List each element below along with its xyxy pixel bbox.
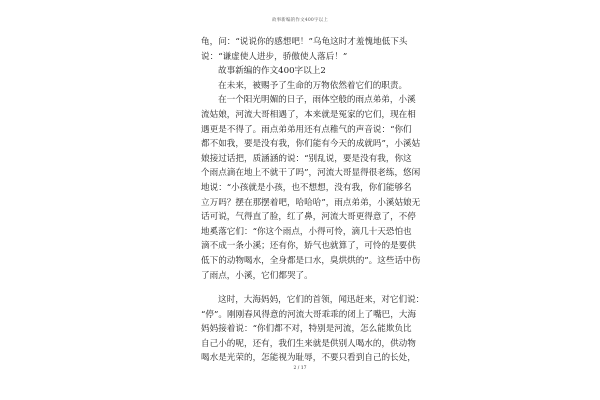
text-line: 遇更是不得了。雨点弟弟用还有点稚气的声音说：“你们 <box>201 124 412 135</box>
text-line: 地奚落它们：“你这个雨点，小得可怜，滴几十天恐怕也 <box>201 226 412 237</box>
text-line: 都不如我，要是没有我，你们能有今天的成就吗”，小溪姑 <box>201 139 421 150</box>
text-line: 地说：“小孩就是小孩，也不想想，没有我，你们能够名 <box>201 182 412 193</box>
text-line: 了雨点，小溪，它们都哭了。 <box>201 270 313 281</box>
text-line: 话可说，气得直了脸，红了鼻，河流大哥更得意了，不停 <box>201 212 416 223</box>
page-number: 2 / 17 <box>293 366 307 371</box>
section-title: 故事新编的作文400字以上2 <box>218 66 326 77</box>
text-line: 喝水是光荣的，怎能视为耻辱，不要只看到自己的长处， <box>201 353 416 364</box>
text-line: 这时，大海妈妈，它们的首领，闻迅赶来，对它们说： <box>218 295 425 306</box>
text-line: 说：“谦虚使人进步，骄傲使人落后！” <box>201 51 348 62</box>
text-line: 龟，问：“说说你的感想吧！”乌龟这时才羞愧地低下头 <box>201 37 408 47</box>
text-line: 低下的动物喝水，全身都是口水，臭烘烘的”。这些话中伤 <box>201 255 421 266</box>
text-line: “停”。刚刚春风得意的河流大哥乖乖的闭上了嘴巴，大海 <box>201 309 417 320</box>
text-line: 滴不成一条小溪；还有你，娇气也就算了，可怜的是要供 <box>201 241 416 252</box>
text-line: 妈妈接着说：“你们都不对，特别是河流，怎么能欺负比 <box>201 324 412 335</box>
page-header-title: 故事新编的作文400字以上 <box>271 18 329 23</box>
text-line: 在未来，被赐予了生命的万物依然着它们的职责。 <box>218 80 408 91</box>
text-line: 在一个阳光明媚的日子，雨体空般的雨点弟弟，小溪 <box>218 95 416 106</box>
text-line: 流姑娘，河流大哥相遇了，本来就是冤家的它们，现在相 <box>201 109 416 120</box>
text-line: 个雨点滴在地上不就干了吗”，河流大哥显得很老练，悠闲 <box>201 168 421 179</box>
text-line: 自己小的呢，还有，我们生来就是供别人喝水的，供动物 <box>201 338 416 349</box>
text-line: 娘接过话把，质涵涵的说：“别乱说，要是没有我，你这 <box>201 153 412 164</box>
text-line: 立万吗？摆在那摆着吧，哈哈哈”，雨点弟弟，小溪姑娘无 <box>201 197 421 208</box>
paragraph-gap <box>201 283 401 293</box>
document-body <box>201 35 425 366</box>
